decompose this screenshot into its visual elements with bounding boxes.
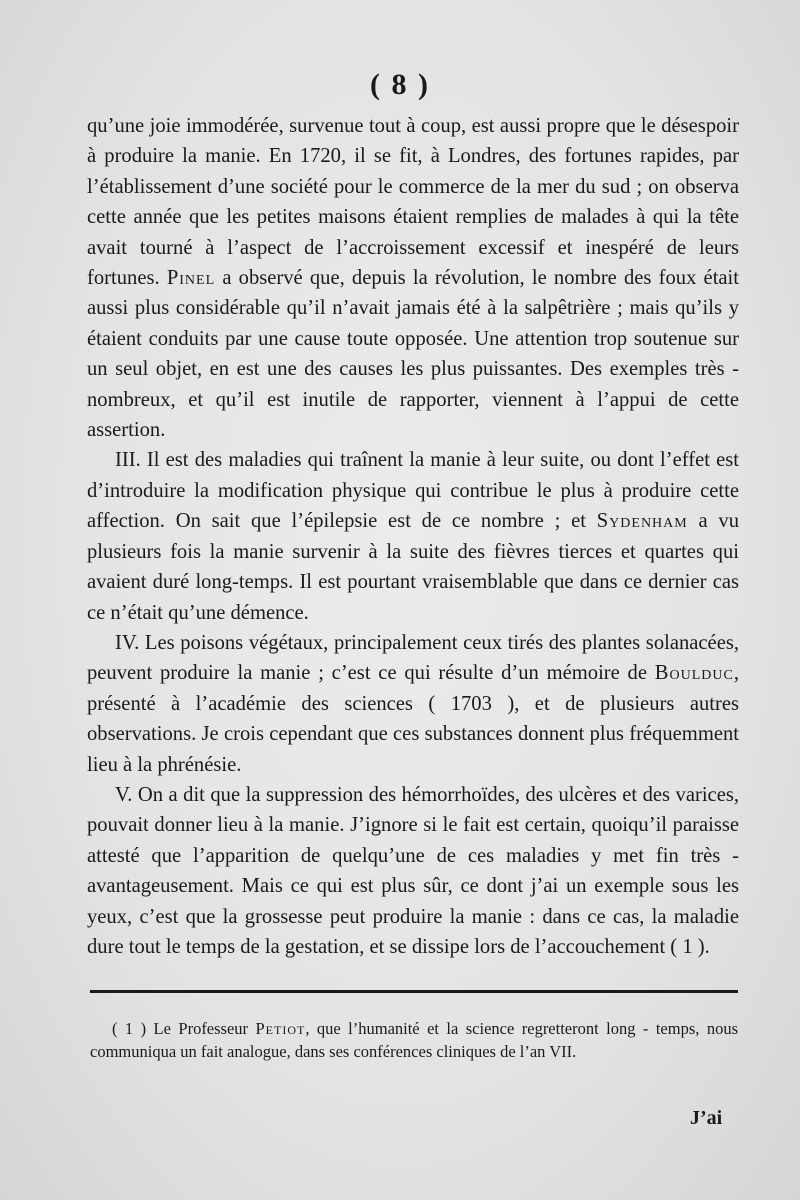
paragraph-text: IV. Les poisons végétaux, principalement ceux tirés des plantes solanacées, peuvent produire la manie ; c’est ce qui résulte d’un mémoire de bbox=[87, 631, 739, 685]
author-name: Boulduc bbox=[654, 662, 734, 685]
paragraph bbox=[87, 628, 739, 780]
paragraph bbox=[87, 111, 739, 445]
paragraph-text: qu’une joie immodérée, survenue tout à coup, est aussi propre que le désespoir à produire la manie. En 1720, il se fit, à Londres, des fortunes rapides, par l’établissement d’une société pour le commerce de la mer du sud ; on observa cette année que les petites maisons étaient remplies de malades à qui la tête avait tourné à l’aspect de l’accroissement excessif et inespéré de leurs fortunes. bbox=[87, 115, 739, 290]
paragraph-text: V. On a dit que la suppression des hémorrhoïdes, des ulcères et des varices, pouvait donner lieu à la manie. J’ignore si le fait est certain, quoiqu’il paraisse attesté que l’apparition de quelqu’une de ces maladies y met fin très - avantageusement. Mais ce qui est plus sûr, ce dont j’ai un exemple sous les yeux, c’est que la grossesse peut produire la manie : dans ce cas, la maladie dure tout le temps de la gestation, et se dissipe lors de l’accouchement ( 1 ). bbox=[87, 783, 739, 958]
page-number: ( 8 ) bbox=[370, 68, 430, 101]
paragraph-text: , présenté à l’académie des sciences ( 1703 ), et de plusieurs autres observations. Je crois cependant que ces substances donnent plus fréquemment lieu à la phrénésie. bbox=[87, 662, 739, 776]
footnote-text: , que l’humanité et la science regretteront long - temps, nous communiqua un fait analogue, dans ses conférences cliniques de l’an VII. bbox=[90, 1019, 738, 1061]
paragraph-text: a observé que, depuis la révolution, le nombre des foux était aussi plus considérable qu’il n’avait jamais été à la salpêtrière ; mais qu’ils y étaient conduits par une cause toute opposée. Une attention trop soutenue sur un seul objet, en est une des causes les plus puissantes. Des exemples très - nombreux, et qu’il est inutile de rapporter, viennent à l’appui de cette assertion. bbox=[87, 267, 739, 442]
footnote bbox=[90, 1017, 738, 1063]
author-name: Pinel bbox=[166, 267, 216, 290]
footnote-text: ( 1 ) Le Professeur bbox=[112, 1019, 256, 1038]
paragraph-text: a vu plusieurs fois la manie survenir à la suite des fièvres tierces et quartes qui avaient duré long-temps. Il est pourtant vraisemblable que dans ce dernier cas ce n’était qu’une démence. bbox=[87, 510, 739, 624]
body-text bbox=[87, 111, 739, 962]
paragraph bbox=[87, 780, 739, 962]
author-name: Petiot bbox=[255, 1019, 306, 1038]
paragraph-text: III. Il est des maladies qui traînent la manie à leur suite, ou dont l’effet est d’introduire la modification physique qui contribue le plus à produire cette affection. On sait que l’épilepsie est de ce nombre ; et bbox=[87, 449, 739, 533]
author-name: Sydenham bbox=[596, 510, 688, 533]
paragraph bbox=[87, 445, 739, 627]
catchword: J’ai bbox=[690, 1107, 723, 1129]
footnote-rule bbox=[90, 990, 738, 993]
